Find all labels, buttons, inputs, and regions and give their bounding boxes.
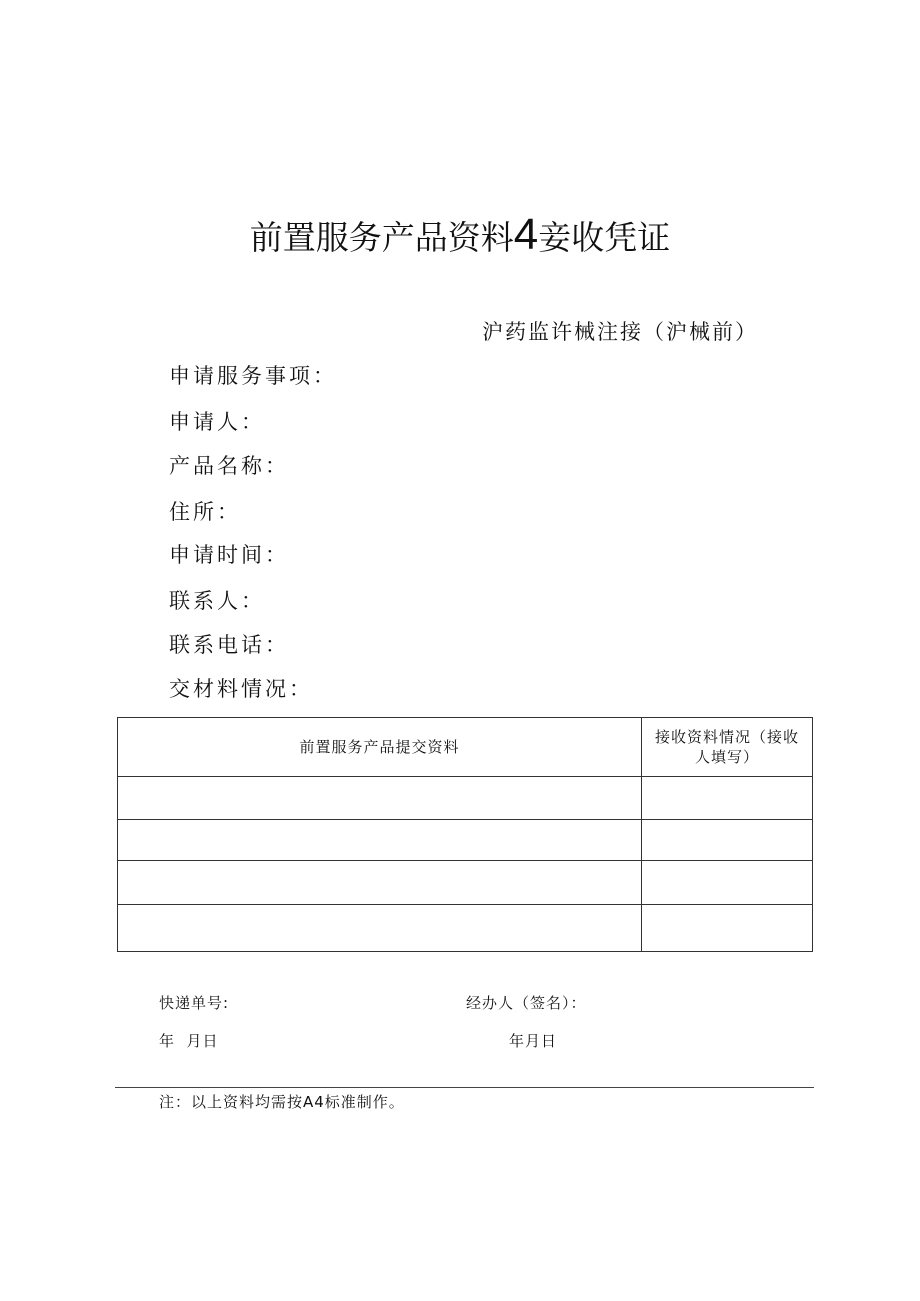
field-product-name: 产品名称： (169, 454, 289, 478)
table-cell[interactable] (118, 777, 642, 820)
table-cell[interactable] (118, 820, 642, 861)
field-applicant: 申请人： (169, 410, 265, 434)
header-received-status: 接收资料情况（接收人填写） (642, 718, 813, 777)
title-number: 4 (513, 210, 539, 259)
header-submitted-materials: 前置服务产品提交资料 (118, 718, 642, 777)
table-cell[interactable] (642, 820, 813, 861)
field-contact-phone: 联系电话： (169, 633, 289, 657)
footer-divider (115, 1087, 814, 1088)
document-title (0, 212, 920, 261)
handler-signature-label: 经办人（签名）： (466, 994, 587, 1012)
title-text-after: 妾收凭证 (538, 218, 671, 257)
table-row (118, 861, 813, 905)
footnote: 注：以上资料均需按A4标准制作。 (159, 1093, 405, 1111)
table-cell[interactable] (642, 861, 813, 905)
table-cell[interactable] (118, 905, 642, 952)
table-cell[interactable] (642, 905, 813, 952)
field-apply-time: 申请时间： (169, 543, 289, 567)
field-material-status: 交材料情况： (169, 677, 313, 701)
field-service-item: 申请服务事项： (169, 364, 337, 388)
date-left: 年 月日 (159, 1032, 219, 1050)
field-address: 住所： (169, 500, 241, 524)
table-cell[interactable] (118, 861, 642, 905)
table-row (118, 905, 813, 952)
title-text-before: 前置服务产品资料 (249, 218, 514, 257)
date-right: 年月日 (509, 1032, 558, 1050)
table-header-row (118, 718, 813, 777)
materials-table (117, 717, 813, 952)
table-row (118, 820, 813, 861)
field-contact-person: 联系人： (169, 589, 265, 613)
table-row (118, 777, 813, 820)
document-number: 沪药监许械注接（沪械前） (482, 320, 758, 344)
table-cell[interactable] (642, 777, 813, 820)
tracking-number-label: 快递单号: (159, 994, 230, 1012)
